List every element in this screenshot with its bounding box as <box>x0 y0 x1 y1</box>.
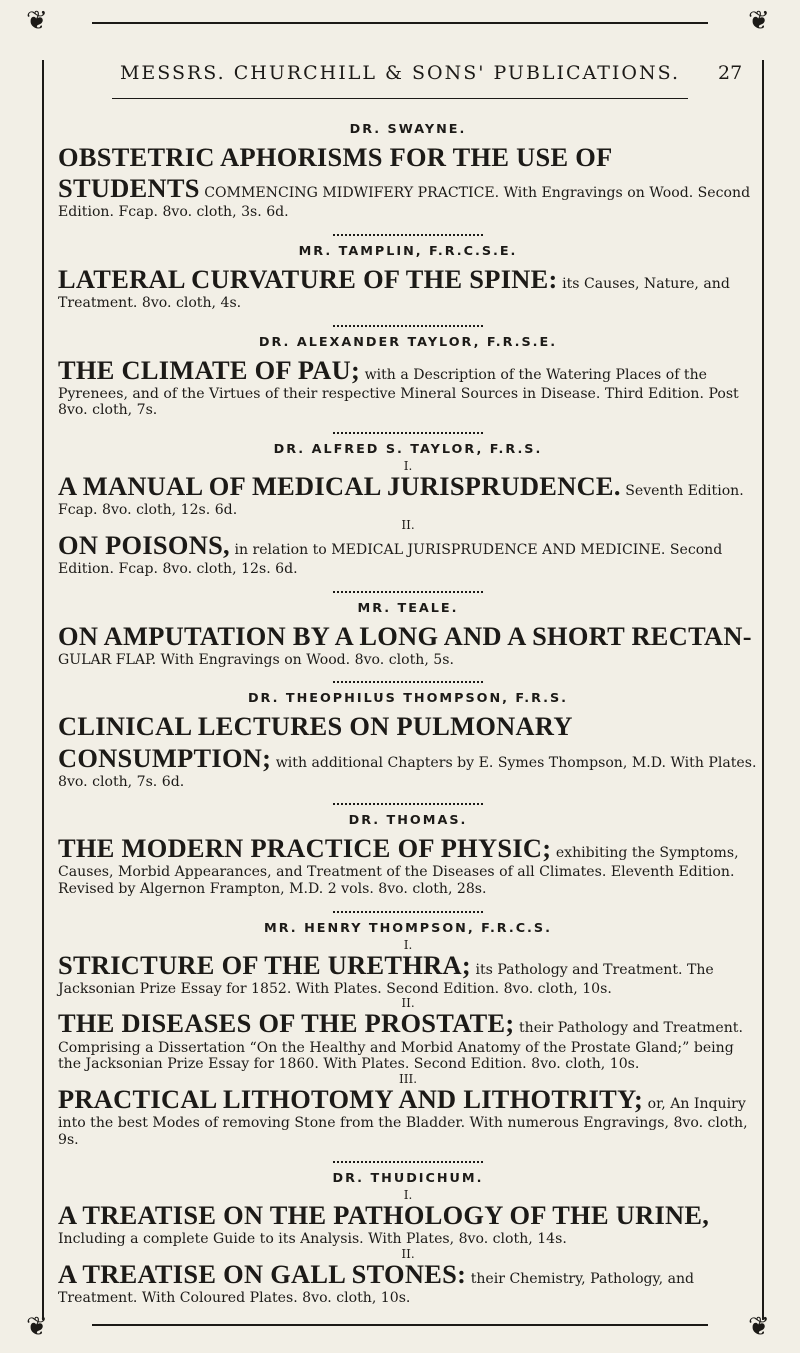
section-divider <box>333 676 483 683</box>
author-heading: DR. ALFRED S. TAYLOR, F.R.S. <box>273 442 543 458</box>
section-divider <box>333 586 483 593</box>
book-title: ON POISONS, <box>58 529 230 560</box>
book-entry <box>58 621 758 669</box>
book-title: CLINICAL LECTURES ON PULMONARY CONSUMPTION; <box>58 711 572 773</box>
book-description: in relation to MEDICAL JURISPRUDENCE AND MEDICINE. Second Edition. Fcap. 8vo. cloth, 12s. 6d. <box>58 541 723 577</box>
book-title: A MANUAL OF MEDICAL JURISPRUDENCE. <box>58 471 621 502</box>
top-border <box>92 22 708 24</box>
book-description: with a Description of the Watering Places of the Pyrenees, and of the Virtues of their respective Mineral Sources in Disease. Third Edition. Post 8vo. cloth, 7s. <box>58 366 739 419</box>
author-heading: DR. THEOPHILUS THOMPSON, F.R.S. <box>247 691 569 707</box>
section-divider <box>333 1156 483 1163</box>
book-entry <box>58 471 758 519</box>
author-heading: DR. SWAYNE. <box>349 122 467 137</box>
book-title: THE DISEASES OF THE PROSTATE; <box>58 1008 515 1039</box>
book-entry <box>58 355 758 419</box>
page-header: MESSRS. CHURCHILL & SONS' PUBLICATIONS. <box>119 62 681 84</box>
book-title: PRACTICAL LITHOTOMY AND LITHOTRITY; <box>58 1083 644 1114</box>
book-description: its Pathology and Treatment. The Jacksonian Prize Essay for 1852. With Plates. Second Edition. 8vo. cloth, 10s. <box>58 961 714 997</box>
volume-numeral: II. <box>401 1246 415 1261</box>
book-entry <box>58 530 758 578</box>
book-description: COMMENCING MIDWIFERY PRACTICE. With Engravings on Wood. Second Edition. Fcap. 8vo. cloth, 3s. 6d. <box>58 185 751 221</box>
left-border <box>42 60 44 1320</box>
author-heading: DR. THOMAS. <box>348 813 468 829</box>
header-rule <box>112 98 688 99</box>
book-description: with additional Chapters by E. Symes Thompson, M.D. With Plates. 8vo. cloth, 7s. 6d. <box>58 754 757 790</box>
section-divider <box>333 798 483 805</box>
volume-numeral: II. <box>401 517 415 532</box>
volume-numeral: III. <box>398 1071 418 1086</box>
author-heading: DR. THUDICHUM. <box>332 1171 484 1187</box>
volume-numeral: II. <box>401 996 415 1011</box>
section-divider <box>333 427 483 434</box>
page-number: 27 <box>718 62 743 84</box>
book-entry <box>58 142 758 221</box>
bottom-border <box>92 1324 708 1326</box>
book-title: LATERAL CURVATURE OF THE SPINE: <box>58 263 558 294</box>
book-description: Including a complete Guide to its Analysis. With Plates, 8vo. cloth, 14s. <box>58 1231 567 1248</box>
book-title: A TREATISE ON GALL STONES: <box>58 1258 467 1289</box>
book-description: GULAR FLAP. With Engravings on Wood. 8vo. cloth, 5s. <box>58 651 454 668</box>
book-entry <box>58 1084 758 1148</box>
book-entry <box>58 1008 758 1072</box>
book-description: its Causes, Nature, and Treatment. 8vo. cloth, 4s. <box>58 275 730 312</box>
author-heading: MR. TAMPLIN, F.R.C.S.E. <box>298 243 518 259</box>
section-divider <box>333 906 483 913</box>
book-description: their Pathology and Treatment. Comprising a Dissertation “On the Healthy and Morbid Anatomy of the Prostate Gland;” being the Jacksonian Prize Essay for 1860. With Plates. Second Edition. 8vo. cloth, 10s. <box>58 1020 743 1073</box>
book-entry <box>58 1259 758 1307</box>
volume-numeral: I. <box>403 1188 413 1203</box>
book-entry <box>58 950 758 998</box>
book-entry <box>58 264 758 312</box>
section-divider <box>333 229 483 236</box>
book-title: A TREATISE ON THE PATHOLOGY OF THE URINE, <box>58 1200 710 1231</box>
volume-numeral: I. <box>403 459 413 474</box>
book-description: exhibiting the Symptoms, Causes, Morbid Appearances, and Treatment of the Diseases of all Climates. Eleventh Edition. Revised by Algernon Frampton, M.D. 2 vols. 8vo. cloth, 28s. <box>58 845 739 898</box>
book-entry <box>58 833 758 897</box>
corner-ornament-icon: ❦ <box>748 1312 770 1342</box>
author-heading: MR. TEALE. <box>357 600 459 616</box>
book-entry <box>58 1200 758 1248</box>
corner-ornament-icon: ❦ <box>26 1312 48 1342</box>
publication-list <box>58 122 758 1309</box>
book-description: Seventh Edition. Fcap. 8vo. cloth, 12s. 6d. <box>58 483 744 519</box>
book-title: ON AMPUTATION BY A LONG AND A SHORT RECTAN- <box>58 620 752 651</box>
volume-numeral: I. <box>403 937 413 952</box>
corner-ornament-icon: ❦ <box>26 6 48 36</box>
book-title: THE CLIMATE OF PAU; <box>58 354 361 385</box>
book-title: THE MODERN PRACTICE OF PHYSIC; <box>58 833 552 864</box>
right-border <box>762 60 764 1320</box>
book-title: OBSTETRIC APHORISMS FOR THE USE OF STUDENTS <box>58 142 612 204</box>
author-heading: DR. ALEXANDER TAYLOR, F.R.S.E. <box>258 334 558 350</box>
corner-ornament-icon: ❦ <box>748 6 770 36</box>
book-description: their Chemistry, Pathology, and Treatment. With Coloured Plates. 8vo. cloth, 10s. <box>58 1270 695 1307</box>
book-entry <box>58 711 758 790</box>
book-title: STRICTURE OF THE URETHRA; <box>58 949 471 980</box>
section-divider <box>333 320 483 327</box>
author-heading: MR. HENRY THOMPSON, F.R.C.S. <box>264 920 552 936</box>
book-description: or, An Inquiry into the best Modes of removing Stone from the Bladder. With numerous Engravings, 8vo. cloth, 9s. <box>58 1095 748 1148</box>
